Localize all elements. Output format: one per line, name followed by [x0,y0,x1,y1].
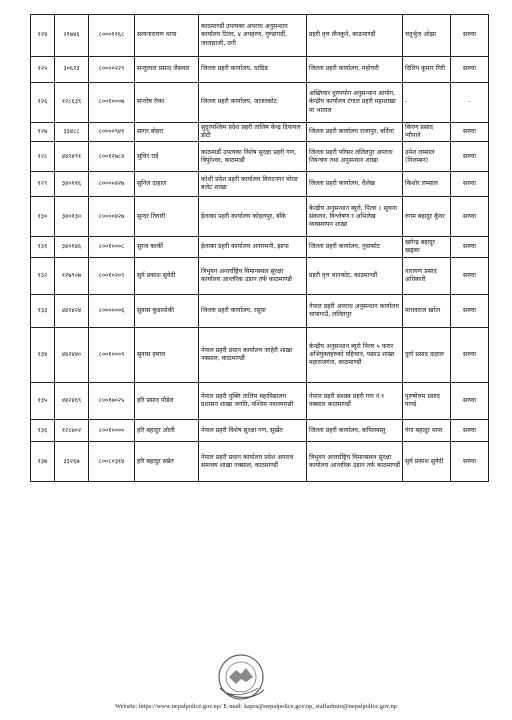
table-row [31,172,489,197]
name-cell: सुवास कुडाथोकी [135,295,199,328]
name-cell: सन्तोष रोका [135,83,199,123]
police-number-cell: ३०६२३ [55,57,89,83]
table-row [31,237,489,258]
page-footer: Website: https://www.nepalpolice.gov.np/ E-mail: kapra@nepalpolice.gov.np, staffadmin@nepalpolice.gov.np [115,703,397,710]
current-office-cell: जिल्ला प्रहरी कार्यालय, जाजरकोट [199,83,307,123]
current-office-cell: काठमाडौं उपत्यका विशेष सुरक्षा प्रहरी गण, त्रिपुरेश्वर, काठमाडौं [199,142,307,172]
new-office-cell: जिल्ला प्रहरी परिसर ललितपुर अपराध नियन्त्रण तथा अनुसन्धान शाखा [307,142,403,172]
replacement-cell: खगेन्द्र बहादुर खड्का [403,237,451,258]
police-number-cell: ३४०१४६ [55,237,89,258]
police-number-cell: ४४२४९१ [55,142,89,172]
serial-number-cell: १२४ [31,15,55,57]
current-office-cell: ईलाका प्रहरी कार्यालय कोहलपुर, बाँके [199,197,307,237]
new-office-cell: प्रहरी वृत्त तीनकुने, काठमाण्डौं [307,15,403,57]
current-office-cell: नेपाल प्रहरी प्रधान कार्यालय जाहेरी शाखा नक्साल, काठमाण्डौं [199,328,307,383]
new-office-cell: प्रहरी वृत्त थानकोट, काठमाण्डौं [307,258,403,295]
new-office-cell: अख्तियार दुरुपयोग अनुसन्धान आयोग, केन्द्रीय कार्यालय टंगाल प्रहरी महाशाखा मा भाताल [307,83,403,123]
status-cell: सरुवा [451,420,489,442]
status-cell: - [451,83,489,123]
name-cell: सुन्दर तिवारी [135,197,199,237]
replacement-cell: दिलिप कुमार गिरी [403,57,451,83]
code-number-cell: ८००००४२७ [89,197,135,237]
police-number-cell: ४४२४६९ [55,383,89,420]
status-cell: सरुवा [451,15,489,57]
replacement-cell: - [403,83,451,123]
serial-number-cell: १२६ [31,83,55,123]
name-cell: सुनिल दाहाल [135,172,199,197]
status-cell: सरुवा [451,295,489,328]
table-row [31,83,489,123]
police-number-cell: १२८६३९ [55,83,89,123]
table-row [31,442,489,482]
transfer-table [30,14,489,482]
replacement-cell: गंगा बहादुर थापा [403,420,451,442]
code-number-cell: ८००१०००९ [89,328,135,383]
name-cell: सुर्य प्रकाश सुवेदी [135,258,199,295]
code-number-cell: ८००१०००० [89,420,135,442]
name-cell: सुवास हमाल [135,328,199,383]
serial-number-cell: १२८ [31,142,55,172]
status-cell: सरुवा [451,172,489,197]
replacement-cell: पुरुषोत्तम प्रसाद पाण्डे [403,383,451,420]
serial-number-cell: १३४ [31,328,55,383]
replacement-cell: दुर्गा प्रसाद दाहाल [403,328,451,383]
status-cell: सरुवा [451,123,489,142]
replacement-cell: उमेश लम्साल (निलम्बन) [403,142,451,172]
name-cell: हरि बहादुर ओली [135,420,199,442]
status-cell: सरुवा [451,57,489,83]
table-row [31,142,489,172]
serial-number-cell: १३७ [31,442,55,482]
table-row [31,15,489,57]
current-office-cell: कोशी प्रदेश प्रहरी कार्यालय विराटनगर मोरङ बजेट शाखा [199,172,307,197]
name-cell: सन्तुलाल प्रसाद जैसवार [135,57,199,83]
new-office-cell: जिल्ला प्रहरी कार्यालय, महोत्तरी [307,57,403,83]
table-row [31,258,489,295]
code-number-cell: ८००१०००७ [89,83,135,123]
serial-number-cell: १३२ [31,258,55,295]
new-office-cell: त्रिभुवन अन्तर्राष्ट्रिय विमानस्थल सुरक्षा कार्यालय आन्तरिक उडान तर्फ काठमाण्डौं [307,442,403,482]
table-row [31,197,489,237]
code-number-cell: ८००१२७८४ [89,142,135,172]
police-number-cell: ४४२४२४ [55,295,89,328]
police-number-cell: ३४०१३० [55,197,89,237]
serial-number-cell: १३० [31,197,55,237]
table-row [31,420,489,442]
new-office-cell: जिल्ला प्रहरी कार्यालय, नुवाकोट [307,237,403,258]
serial-number-cell: १२९ [31,172,55,197]
new-office-cell: जिल्ला प्रहरी कार्यालय, धैलेख [307,172,403,197]
code-number-cell: ८००००००६ [89,295,135,328]
table-row [31,57,489,83]
table-row [31,295,489,328]
serial-number-cell: १३३ [31,295,55,328]
serial-number-cell: १२५ [31,57,55,83]
code-number-cell: ८००००४२७ [89,172,135,197]
new-office-cell: नेपाल प्रहरी सशस्त्र प्रहरी गण नं.१ नक्साल काठमाण्डौं [307,383,403,420]
status-cell: सरुवा [451,328,489,383]
status-cell: सरुवा [451,142,489,172]
police-number-cell: ३४०११६ [55,172,89,197]
current-office-cell: जिल्ला प्रहरी कार्यालय, रसुवा [199,295,307,328]
status-cell: सरुवा [451,383,489,420]
current-office-cell: सुदुरपश्चिम प्रदेश प्रहरी तालिम केन्द्र दिपायल डोटी [199,123,307,142]
table-row [31,123,489,142]
name-cell: सुरज कार्की [135,237,199,258]
code-number-cell: ८००१७०२५ [89,383,135,420]
code-number-cell: ८०००११६८ [89,15,135,57]
current-office-cell: त्रिभुवन अन्तर्राष्ट्रिय विमानस्थल सुरक्षा कार्यालय आन्तरिक उडान तर्फ काठमाण्डौ [199,258,307,295]
table-row [31,328,489,383]
police-number-cell: १२८७०२ [55,420,89,442]
table-body [31,15,489,482]
replacement-cell: किरण प्रसाद न्यौपाने [403,123,451,142]
serial-number-cell: १३१ [31,237,55,258]
official-seal [216,652,266,702]
code-number-cell: ८००००९४१ [89,123,135,142]
current-office-cell: नेपाल प्रहरी प्रधान कार्यालय प्रदेश अपराध समन्वय शाखा नक्साल, काठमाण्डौं [199,442,307,482]
replacement-cell: माधवराज खरेल [403,295,451,328]
name-cell: सुधिर राई [135,142,199,172]
code-number-cell: ८००१०००८ [89,237,135,258]
current-office-cell: नेपाल प्रहरी युक्ति तालिम महाविद्यालय प्रशासन शाखा जगति, पश्चिम नवलपरासी [199,383,307,420]
name-cell: हरि बहादुर सन्नेत [135,442,199,482]
name-cell: सत्यनारायण थापा [135,15,199,57]
current-office-cell: काठमाण्डौं उपत्यका अपराध अनुसन्धान कार्यालय टिलर, ४ अपहरण, गुण्डागर्दी, जालसाजी, ठगी [199,15,307,57]
police-number-cell: २१७४६ [55,15,89,57]
serial-number-cell: १३६ [31,420,55,442]
replacement-cell: सुर्य प्रकाश सुवेदी [403,442,451,482]
police-number-cell: १२७९०७ [55,258,89,295]
status-cell: सरुवा [451,258,489,295]
code-number-cell: ८००८०३१४ [89,442,135,482]
replacement-cell: चतुर्भुज ओझा [403,15,451,57]
police-number-cell: ३३४८८ [55,123,89,142]
code-number-cell: ८००१०२०९ [89,258,135,295]
replacement-cell: रुगम बहादुर कुँवर [403,197,451,237]
replacement-cell: किशोर लम्साल [403,172,451,197]
new-office-cell: जिल्ला प्रहरी कार्यालय, कपिलवस्तु [307,420,403,442]
name-cell: सागर बोहरा [135,123,199,142]
status-cell: सरुवा [451,197,489,237]
status-cell: सरुवा [451,237,489,258]
serial-number-cell: १३५ [31,383,55,420]
replacement-cell: नारायण प्रसाद अधिकारी [403,258,451,295]
police-number-cell: ४४२४४० [55,328,89,383]
status-cell: सरुवा [451,442,489,482]
police-number-cell: ३३२६७ [55,442,89,482]
new-office-cell: जिल्ला प्रहरी कार्यालय राजापुर, बर्दिया [307,123,403,142]
code-number-cell: ८००००२२९ [89,57,135,83]
name-cell: हरि प्रसाद पौडेल [135,383,199,420]
table-row [31,383,489,420]
new-office-cell: केन्द्रीय अनुसन्धान ब्यूरो पिलर ५ फरार अभियुक्तहरुको पहिचान, पक्राउ शाखा महाराजगंज, काठमाण्डौं [307,328,403,383]
new-office-cell: केन्द्रीय अनुसन्धान ब्यूरो, पिलर ८ सूचना संकलन, विश्लेषण र अभिलेख व्यवस्थापन शाखा [307,197,403,237]
serial-number-cell: १२७ [31,123,55,142]
new-office-cell: नेपाल प्रहरी अपराध अनुसन्धान कार्यालय चापागाउँ, ललितपुर [307,295,403,328]
current-office-cell: जिल्ला प्रहरी कार्यालय, धादिङ [199,57,307,83]
current-office-cell: नेपाल प्रहरी विशेष सुरक्षा गण, सुर्खेत [199,420,307,442]
current-office-cell: ईलाका प्रहरी कार्यालय अनारमनी, झापा [199,237,307,258]
